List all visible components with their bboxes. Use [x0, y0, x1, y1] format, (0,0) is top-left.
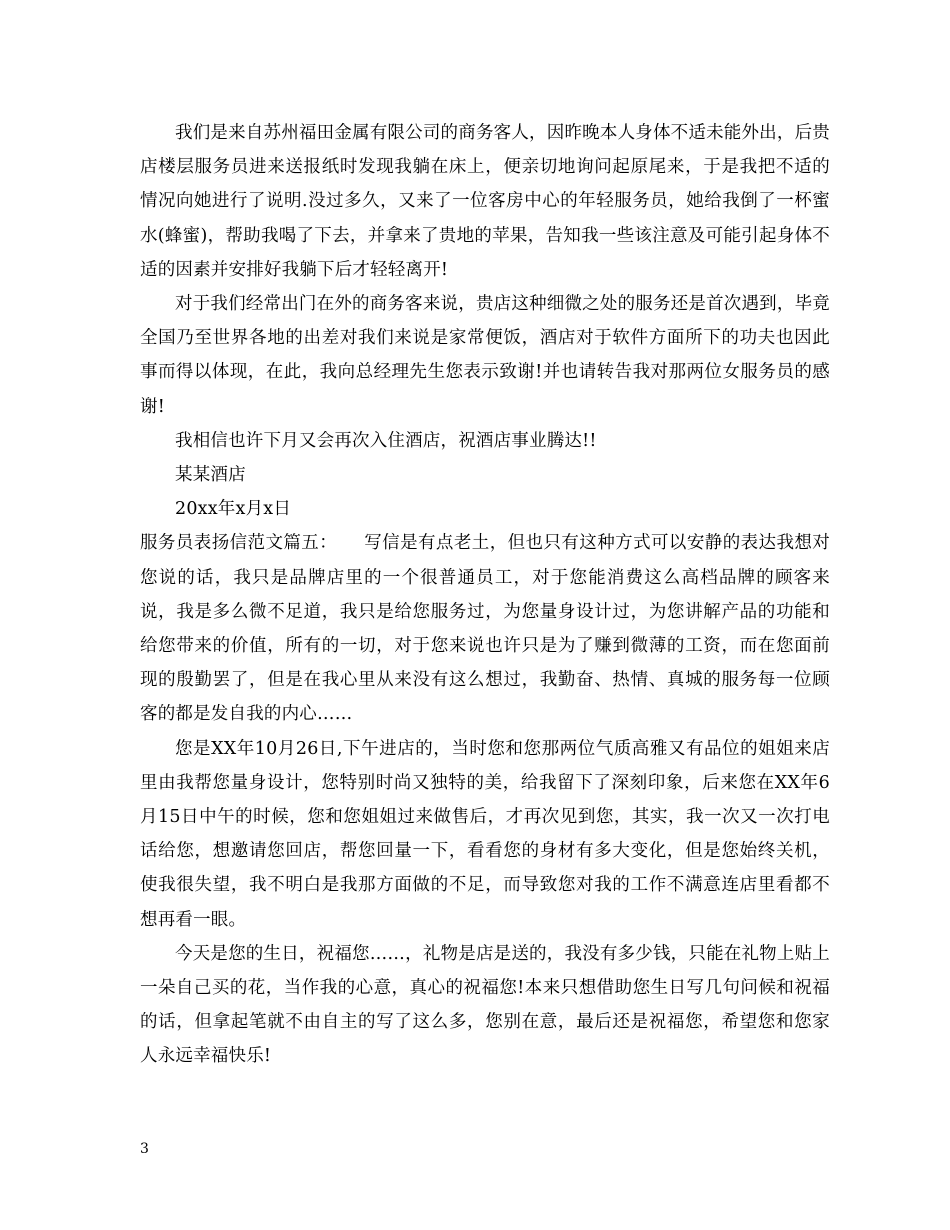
- paragraph-birthday-wish: 今天是您的生日，祝福您……，礼物是店是送的，我没有多少钱，只能在礼物上贴上一朵自己买的花，当作我的心意，真心的祝福您!本来只想借助您生日写几句问候和祝福的话，但拿起笔就不由自主的写了这么多，您别在意，最后还是祝福您，希望您和您家人永远幸福快乐!: [140, 943, 830, 1067]
- paragraph-store-visit: 您是XX年10月26日,下午进店的，当时您和您那两位气质高雅又有品位的姐姐来店里由我帮您量身设计，您特别时尚又独特的美，给我留下了深刻印象，后来您在XX年6月15日中午的时候，您和您姐姐过来做售后，才再次见到您，其实，我一次又一次打电话给您，想邀请您回店，帮您回量一下，看看您的身材有多大变化，但是您始终关机，使我很失望，我不明白是我那方面做的不足，而导致您对我的工作不满意连店里看都不想再看一眼。: [140, 738, 830, 930]
- paragraph-sample-five: 服务员表扬信范文篇五： 写信是有点老土，但也只有这种方式可以安静的表达我想对您说的话，我只是品牌店里的一个很普通员工，对于您能消费这么高档品牌的顾客来说，我是多么微不足道，我只是给您服务过，为您量身设计过，为您讲解产品的功能和给您带来的价值，所有的一切，对于您来说也许只是为了赚到微薄的工资，而在您面前现的殷勤罢了，但是在我心里从来没有这么想过，我勤奋、热情、真城的服务每一位顾客的都是发自我的内心……: [140, 533, 830, 725]
- document-body: [140, 116, 830, 1074]
- page-number: 3: [140, 1141, 149, 1157]
- signature-hotel: 某某酒店: [175, 465, 246, 486]
- paragraph-gratitude: 对于我们经常出门在外的商务客来说，贵店这种细微之处的服务还是首次遇到，毕竟全国乃至世界各地的出差对我们来说是家常便饭，酒店对于软件方面所下的功夫也因此事而得以体现，在此，我向总经理先生您表示致谢!并也请转告我对那两位女服务员的感谢!: [140, 294, 830, 417]
- signature-date: 20xx年x月x日: [175, 499, 292, 520]
- paragraph-guest-experience: 我们是来自苏州福田金属有限公司的商务客人，因昨晚本人身体不适未能外出，后贵店楼层服务员进来送报纸时发现我躺在床上，便亲切地询问起原尾来，于是我把不适的情况向她进行了说明.没过多久，又来了一位客房中心的年轻服务员，她给我倒了一杯蜜水(蜂蜜)，帮助我喝了下去，并拿来了贵地的苹果，告知我一些该注意及可能引起身体不适的因素并安排好我躺下后才轻轻离开!: [140, 123, 830, 280]
- paragraph-closing-wish: 我相信也许下月又会再次入住酒店，祝酒店事业腾达!!: [175, 430, 597, 451]
